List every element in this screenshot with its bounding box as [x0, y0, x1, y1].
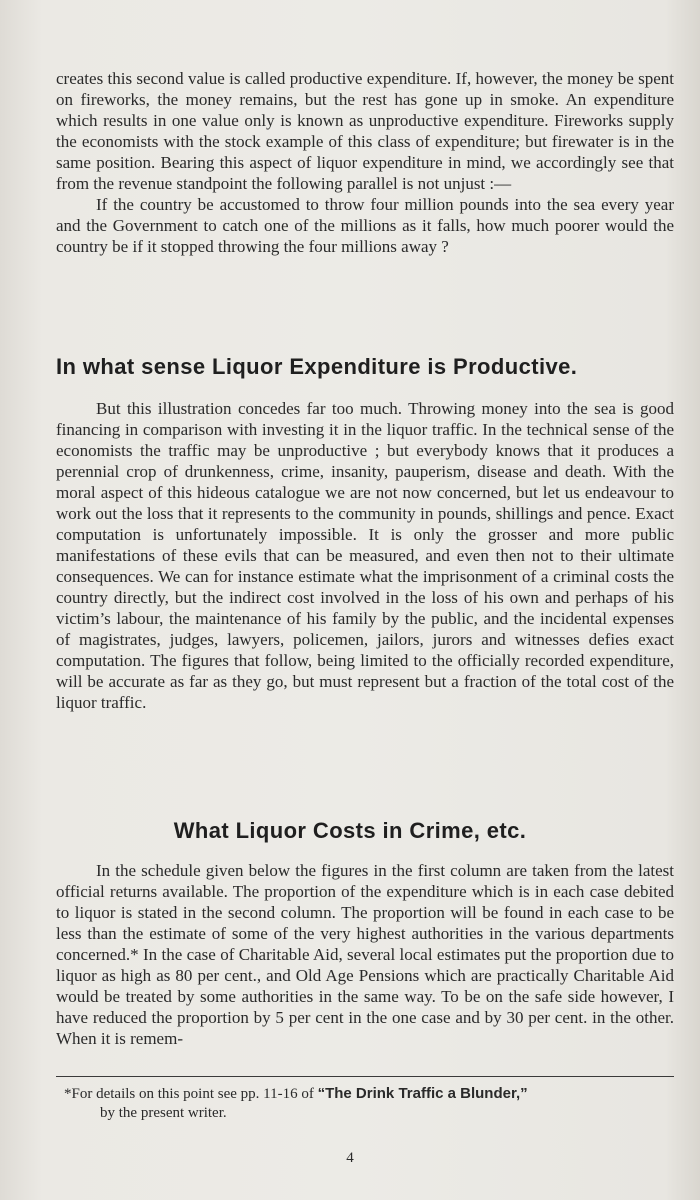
footnote-prefix: *For details on this point see pp. 11-16 of [64, 1086, 318, 1102]
page-number: 4 [346, 1150, 354, 1166]
section2-text [56, 860, 674, 1049]
footnote-line-2: by the present writer. [100, 1105, 227, 1121]
footnote-line-1 [64, 1084, 674, 1104]
footnote [64, 1084, 674, 1123]
body-paragraph: creates this second value is called productive expenditure. If, however, the money be spent on fireworks, the money remains, but the rest has gone up in smoke. An expenditure which results in one value only is known as unproductive expenditure. Fireworks supply the economists with the stock example of this class of expenditure; but firewater is in the same position. Bearing this aspect of liquor expenditure in mind, we accordingly see that from the revenue standpoint the following parallel is not unjust :— [56, 69, 674, 193]
body-paragraph: In the schedule given below the figures in the first column are taken from the latest official returns available. The proportion of the expenditure which is in each case debited to liquor is stated in the second column. The proportion will be found in each case to be less than the estimate of some of the very highest authorities in the various departments concerned.* In the case of Charitable Aid, several local estimates put the proportion due to liquor as high as 80 per cent., and Old Age Pensions which are practically Charitable Aid would be treated by some authorities in the same way. To be on the safe side however, I have reduced the proportion by 5 per cent in the one case and by 30 per cent. in the other. When it is remem- [56, 861, 674, 1048]
section-heading-productive: In what sense Liquor Expenditure is Productive. [56, 354, 578, 379]
opening-text [56, 68, 674, 257]
section-heading-crime: What Liquor Costs in Crime, etc. [173, 818, 527, 843]
footnote-divider [56, 1076, 674, 1077]
footnote-book-title: “The Drink Traffic a Blunder,” [317, 1085, 528, 1102]
body-paragraph: But this illustration concedes far too much. Throwing money into the sea is good financing in comparison with investing it in the liquor traffic. In the technical sense of the economists the traffic may be unproductive ; but everybody knows that it produces a perennial crop of drunkenness, crime, insanity, pauperism, disease and death. With the moral aspect of this hideous catalogue we are not now concerned, but let us endeavour to work out the loss that it represents to the community in pounds, shillings and pence. Exact computation is unfortunately impossible. It is only the grosser and more public manifestations of these evils that can be measured, and even then not to their ultimate consequences. We can for instance estimate what the imprisonment of a criminal costs the country directly, but the indirect cost involved in the loss of his own and perhaps of his victim’s labour, the maintenance of his family by the public, and the incidental expenses of magistrates, judges, lawyers, policemen, jailors, jurors and witnesses defies exact computation. The figures that follow, being limited to the officially recorded expenditure, will be accurate as far as they go, but must represent but a fraction of the total cost of the liquor traffic. [56, 399, 674, 712]
body-paragraph: If the country be accustomed to throw four million pounds into the sea every year and the Government to catch one of the millions as it falls, how much poorer would the country be if it stopped throwing the four millions away ? [56, 195, 674, 256]
section1-text [56, 398, 674, 713]
